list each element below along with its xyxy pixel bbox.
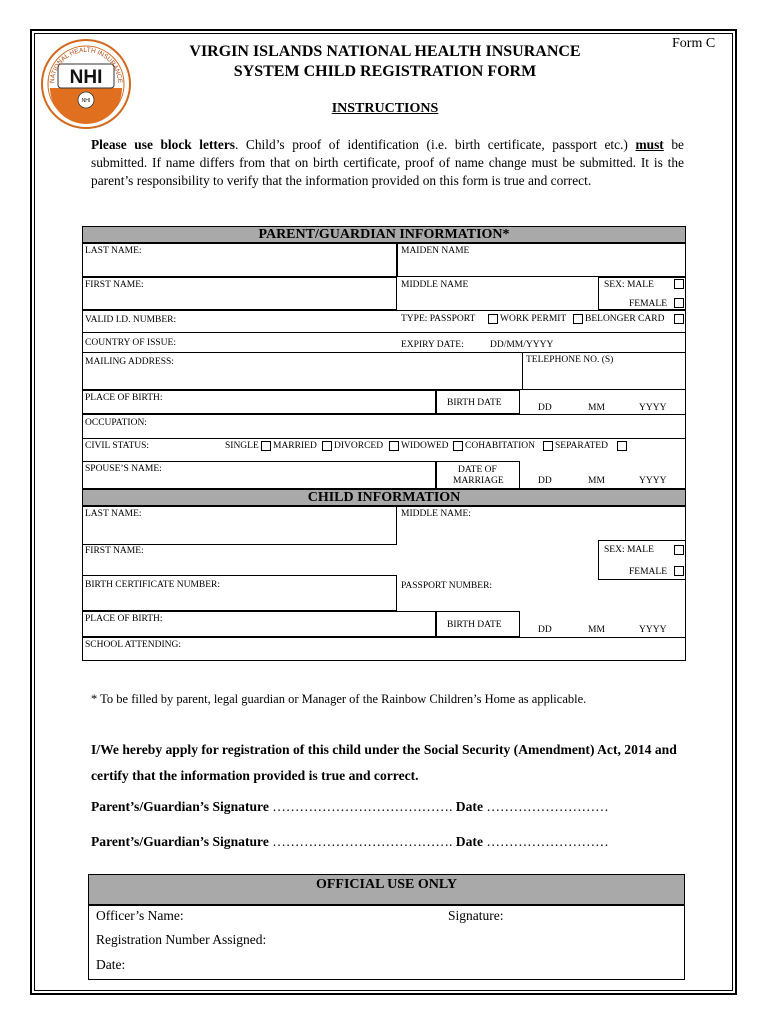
parent-first-name-label: FIRST NAME: [85,280,144,290]
parent-birth-mm: MM [588,403,605,413]
parent-marriage-yyyy: YYYY [639,476,667,486]
signature-date-label-1: Date [455,799,483,814]
parent-marriage-label: MARRIAGE [453,476,504,486]
title-line1: VIRGIN ISLANDS NATIONAL HEALTH INSURANCE [189,43,581,60]
civil-divorced-checkbox[interactable] [389,441,399,451]
parent-country-issue-label: COUNTRY OF ISSUE: [85,338,176,348]
instructions-heading: INSTRUCTIONS [331,101,439,116]
parent-work-permit-label: WORK PERMIT [500,314,567,324]
instructions-part1: . Child’s proof of identification (i.e. birth certificate, passport etc.) [235,137,636,152]
signature-date-dots-1[interactable]: ……………………… [482,799,609,814]
instructions-must: must [635,137,664,152]
parent-occupation-label: OCCUPATION: [85,418,147,428]
page-title [140,42,630,82]
parent-marriage-mm: MM [588,476,605,486]
child-sex-male-label: SEX: MALE [604,545,654,555]
parent-occupation-field[interactable] [82,414,686,439]
civil-separated-checkbox[interactable] [617,441,627,451]
parent-telephone-label: TELEPHONE NO. (S) [526,355,614,365]
child-birth-cert-label: BIRTH CERTIFICATE NUMBER: [85,580,221,590]
instructions-bold: Please use block letters [91,137,235,152]
signature-dots-1[interactable]: …………………………………. [268,799,456,814]
parent-type-label: TYPE: PASSPORT [401,314,476,324]
parent-sex-male-checkbox[interactable] [674,279,684,289]
parent-mailing-label: MAILING ADDRESS: [85,357,174,367]
parent-section-heading: PARENT/GUARDIAN INFORMATION* [82,226,686,243]
logo-ring-text: NATIONAL HEALTH INSURANCE [48,46,124,84]
form-code: Form C [672,36,716,51]
child-sex-female-label: FEMALE [629,567,667,577]
instructions-text [91,136,684,190]
parent-belonger-label: BELONGER CARD [585,314,665,324]
civil-married-checkbox[interactable] [322,441,332,451]
parent-expiry-format: DD/MM/YYYY [490,340,554,350]
civil-single-checkbox[interactable] [261,441,271,451]
child-sex-female-checkbox[interactable] [674,566,684,576]
child-school-label: SCHOOL ATTENDING: [85,640,181,650]
footnote: * To be filled by parent, legal guardian or Manager of the Rainbow Children’s Home as applicable. [91,692,587,706]
logo-inner-text: NHI [81,98,91,104]
child-first-name-label: FIRST NAME: [85,546,144,556]
child-section-heading: CHILD INFORMATION [82,489,686,506]
parent-place-birth-label: PLACE OF BIRTH: [85,393,163,403]
civil-divorced-label: DIVORCED [334,441,384,451]
parent-type-work-permit-checkbox[interactable] [573,314,583,324]
civil-cohabitation-checkbox[interactable] [543,441,553,451]
parent-valid-id-label: VALID I.D. NUMBER: [85,315,177,325]
child-sex-male-checkbox[interactable] [674,545,684,555]
parent-spouse-label: SPOUSE’S NAME: [85,464,162,474]
signature-date-label-2: Date [455,834,483,849]
signature-date-dots-2[interactable]: ……………………… [482,834,609,849]
parent-sex-male-label: SEX: MALE [604,280,654,290]
parent-type-passport-checkbox[interactable] [488,314,498,324]
child-place-birth-label: PLACE OF BIRTH: [85,614,163,624]
child-birth-yyyy: YYYY [639,625,667,635]
civil-married-label: MARRIED [273,441,317,451]
child-middle-name-label: MIDDLE NAME: [401,509,471,519]
official-signature-label: Signature: [448,908,504,923]
civil-separated-label: SEPARATED [555,441,608,451]
parent-marriage-dd: DD [538,476,552,486]
official-use-heading: OFFICIAL USE ONLY [88,874,685,905]
parent-middle-name-label: MIDDLE NAME [401,280,469,290]
child-passport-label: PASSPORT NUMBER: [401,581,493,591]
instructions-part2: be submitted. If name differs from that on birth certificate, proof of name change must be submitted. It is the parent’s responsibility to verify that the information provided on this form is true and correct. [91,137,684,188]
parent-expiry-label: EXPIRY DATE: [401,340,464,350]
parent-sex-female-checkbox[interactable] [674,298,684,308]
child-last-name-label: LAST NAME: [85,509,142,519]
civil-cohabitation-label: COHABITATION [465,441,535,451]
parent-birth-date-label: BIRTH DATE [447,398,502,408]
parent-last-name-label: LAST NAME: [85,246,142,256]
logo-text: NHI [69,67,103,88]
parent-birth-yyyy: YYYY [639,403,667,413]
signature-line-2 [91,834,609,850]
official-date-label: Date: [96,957,126,972]
civil-single-label: SINGLE [225,441,259,451]
signature-dots-2[interactable]: …………………………………. [268,834,456,849]
signature-label-1: Parent’s/Guardian’s Signature [91,799,269,814]
parent-birth-dd: DD [538,403,552,413]
civil-widowed-checkbox[interactable] [453,441,463,451]
child-birth-dd: DD [538,625,552,635]
parent-civil-status-label: CIVIL STATUS: [85,441,150,451]
civil-widowed-label: WIDOWED [401,441,449,451]
registration-number-label: Registration Number Assigned: [96,932,267,947]
parent-sex-female-label: FEMALE [629,299,667,309]
parent-maiden-name-label: MAIDEN NAME [401,246,470,256]
parent-date-of-label: DATE OF [458,465,497,475]
signature-line-1 [91,799,609,815]
child-birth-date-label: BIRTH DATE [447,620,502,630]
declaration: I/We hereby apply for registration of this child under the Social Security (Amendment) Act, 2014 and certify that the information provided is true and correct. [91,742,677,783]
officer-name-label: Officer’s Name: [96,908,184,923]
child-birth-mm: MM [588,625,605,635]
signature-label-2: Parent’s/Guardian’s Signature [91,834,269,849]
title-line2: SYSTEM CHILD REGISTRATION FORM [233,63,537,80]
parent-type-belonger-checkbox[interactable] [674,314,684,324]
